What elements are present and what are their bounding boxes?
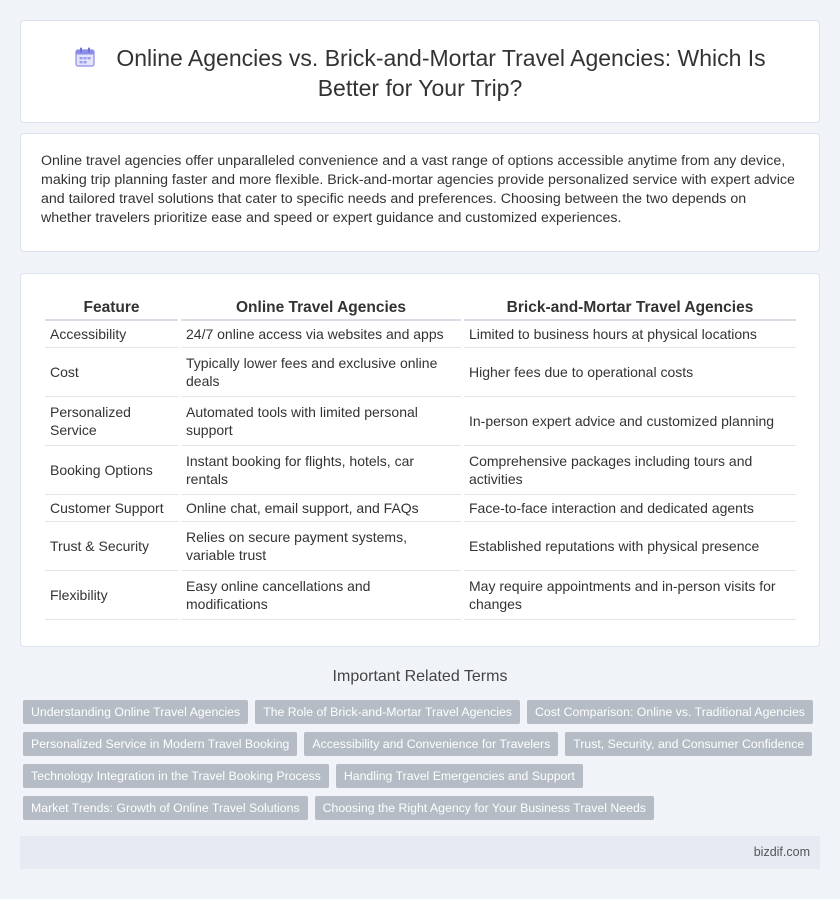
title-card bbox=[20, 20, 820, 123]
table-cell-feature: Accessibility bbox=[45, 321, 178, 348]
table-cell-feature: Customer Support bbox=[45, 495, 178, 522]
table-header-row bbox=[45, 296, 796, 321]
term-tag[interactable]: Understanding Online Travel Agencies bbox=[23, 700, 248, 724]
page-title-wrap bbox=[61, 43, 779, 103]
term-tag[interactable]: Trust, Security, and Consumer Confidence bbox=[565, 732, 812, 756]
term-row bbox=[23, 796, 813, 820]
table-cell-online: Typically lower fees and exclusive online deals bbox=[181, 348, 461, 397]
term-tag[interactable]: Accessibility and Convenience for Travelers bbox=[304, 732, 558, 756]
table-cell-brick: Higher fees due to operational costs bbox=[464, 348, 796, 397]
table-cell-online: Easy online cancellations and modifications bbox=[181, 571, 461, 620]
term-tag[interactable]: Handling Travel Emergencies and Support bbox=[336, 764, 583, 788]
table-cell-feature: Flexibility bbox=[45, 571, 178, 620]
table-cell-online: Instant booking for flights, hotels, car rentals bbox=[181, 446, 461, 495]
header-online: Online Travel Agencies bbox=[181, 296, 461, 321]
comparison-table bbox=[42, 296, 799, 620]
table-cell-brick: Face-to-face interaction and dedicated agents bbox=[464, 495, 796, 522]
term-tag[interactable]: Personalized Service in Modern Travel Booking bbox=[23, 732, 297, 756]
footer-site-link[interactable]: bizdif.com bbox=[753, 845, 810, 859]
table-row bbox=[45, 348, 796, 397]
table-cell-brick: In-person expert advice and customized planning bbox=[464, 397, 796, 446]
term-row bbox=[23, 764, 813, 788]
table-cell-online: 24/7 online access via websites and apps bbox=[181, 321, 461, 348]
intro-card bbox=[20, 133, 820, 252]
term-tag[interactable]: The Role of Brick-and-Mortar Travel Agencies bbox=[255, 700, 520, 724]
table-cell-feature: Booking Options bbox=[45, 446, 178, 495]
term-tag[interactable]: Technology Integration in the Travel Booking Process bbox=[23, 764, 329, 788]
table-row bbox=[45, 397, 796, 446]
table-cell-brick: Established reputations with physical presence bbox=[464, 522, 796, 571]
footer bbox=[20, 836, 820, 869]
page-title: Online Agencies vs. Brick-and-Mortar Travel Agencies: Which Is Better for Your Trip? bbox=[116, 45, 766, 101]
header-feature: Feature bbox=[45, 296, 178, 321]
table-cell-feature: Personalized Service bbox=[45, 397, 178, 446]
related-terms-heading: Important Related Terms bbox=[332, 668, 508, 685]
table-row bbox=[45, 495, 796, 522]
table-cell-brick: May require appointments and in-person visits for changes bbox=[464, 571, 796, 620]
term-tag[interactable]: Market Trends: Growth of Online Travel Solutions bbox=[23, 796, 308, 820]
table-cell-online: Relies on secure payment systems, variable trust bbox=[181, 522, 461, 571]
term-row bbox=[23, 732, 813, 756]
table-cell-feature: Trust & Security bbox=[45, 522, 178, 571]
comparison-card bbox=[20, 273, 820, 647]
calendar-icon bbox=[74, 45, 96, 67]
table-row bbox=[45, 446, 796, 495]
header-brick: Brick-and-Mortar Travel Agencies bbox=[464, 296, 796, 321]
table-cell-online: Online chat, email support, and FAQs bbox=[181, 495, 461, 522]
term-tag[interactable]: Choosing the Right Agency for Your Business Travel Needs bbox=[315, 796, 654, 820]
table-cell-feature: Cost bbox=[45, 348, 178, 397]
table-row bbox=[45, 321, 796, 348]
table-cell-brick: Comprehensive packages including tours and activities bbox=[464, 446, 796, 495]
table-cell-brick: Limited to business hours at physical locations bbox=[464, 321, 796, 348]
table-row bbox=[45, 571, 796, 620]
intro-paragraph: Online travel agencies offer unparalleled convenience and a vast range of options accessible anytime from any device, making trip planning faster and more flexible. Brick-and-mortar agencies provide personalized service with expert advice and tailored travel solutions that cater to specific needs and preferences. Choosing between the two depends on whether travelers prioritize ease and speed or expert guidance and customized experiences. bbox=[41, 153, 795, 226]
term-row bbox=[23, 700, 813, 724]
related-terms bbox=[23, 700, 813, 828]
term-tag[interactable]: Cost Comparison: Online vs. Traditional Agencies bbox=[527, 700, 813, 724]
table-row bbox=[45, 522, 796, 571]
table-cell-online: Automated tools with limited personal support bbox=[181, 397, 461, 446]
